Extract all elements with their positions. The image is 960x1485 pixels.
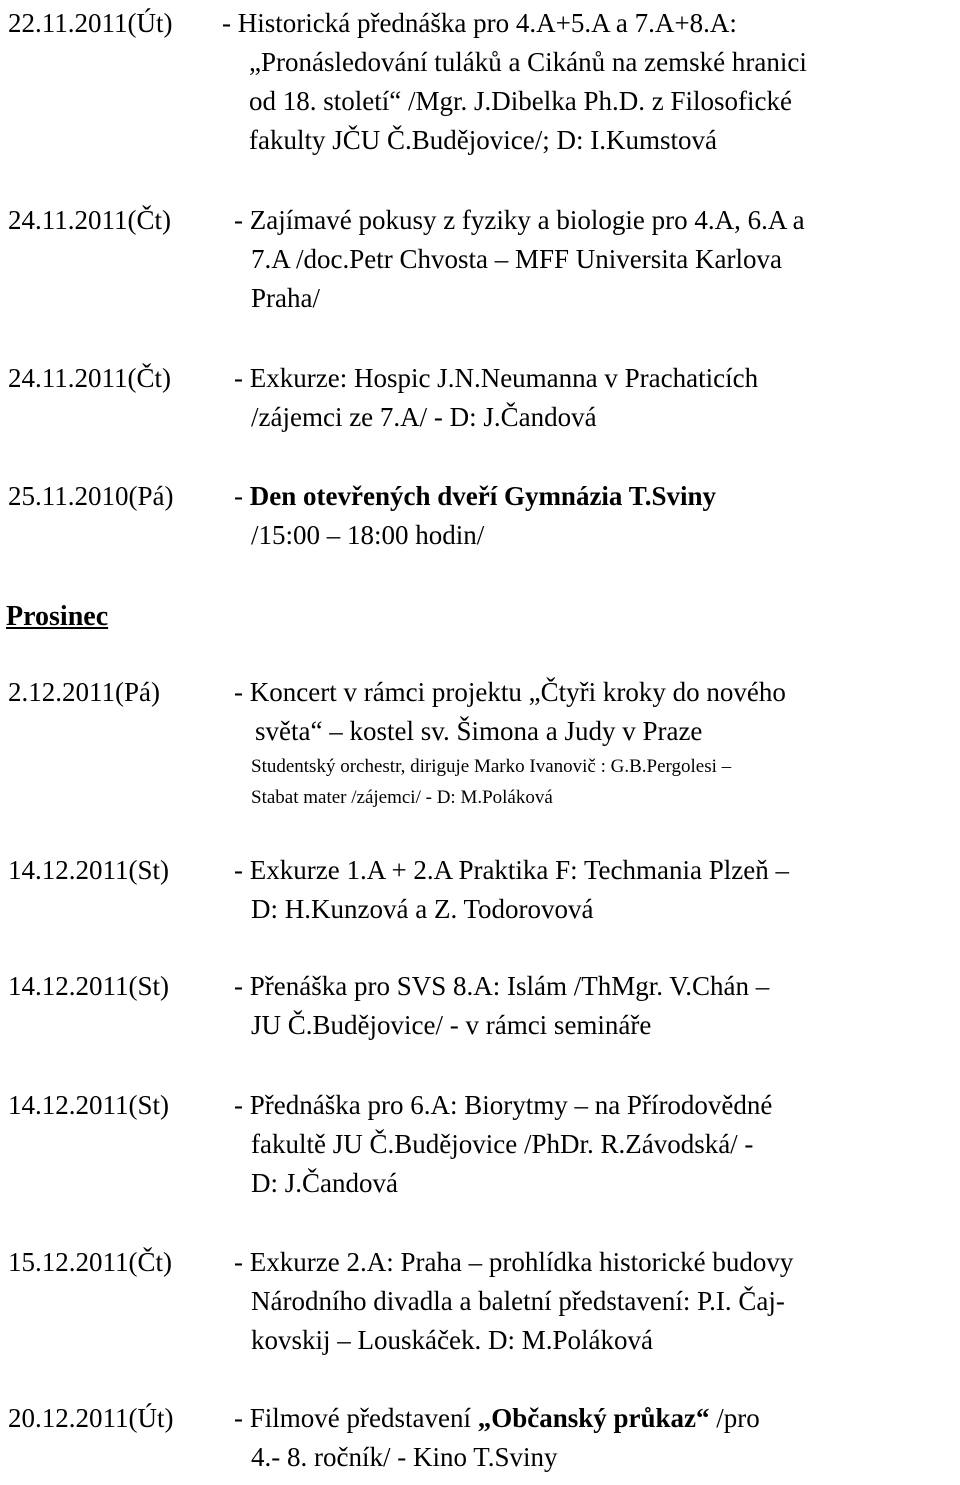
event-date: 15.12.2011(Čt) bbox=[8, 1247, 172, 1277]
event-line: - Exkurze 1.A + 2.A Praktika F: Techmania Plzeň – bbox=[234, 855, 789, 885]
event-date: 14.12.2011(St) bbox=[8, 855, 169, 885]
event-line: /15:00 – 18:00 hodin/ bbox=[251, 520, 485, 550]
event-line: od 18. století“ /Mgr. J.Dibelka Ph.D. z Filosofické bbox=[249, 86, 792, 116]
event-date: 2.12.2011(Pá) bbox=[8, 677, 160, 707]
event-date: 22.11.2011(Út) bbox=[8, 8, 173, 38]
event-description bbox=[234, 673, 786, 813]
event-line: 7.A /doc.Petr Chvosta – MFF Universita Karlova bbox=[251, 244, 782, 274]
event-line: - Exkurze 2.A: Praha – prohlídka historické budovy bbox=[234, 1247, 794, 1277]
event-description bbox=[234, 851, 789, 929]
event-line: „Pronásledování tuláků a Cikánů na zemské hranici bbox=[249, 47, 807, 77]
event-line: světa“ – kostel sv. Šimona a Judy v Praze bbox=[255, 716, 703, 746]
event-date: 24.11.2011(Čt) bbox=[8, 363, 171, 393]
event-title: Den otevřených dveří Gymnázia T.Sviny bbox=[249, 481, 716, 511]
event-line bbox=[234, 1399, 760, 1438]
event-description bbox=[234, 359, 758, 437]
event-date: 14.12.2011(St) bbox=[8, 1090, 169, 1120]
event-title: „Občanský průkaz“ bbox=[477, 1403, 710, 1433]
event-description bbox=[234, 967, 769, 1045]
event-line: - Přednáška pro 6.A: Biorytmy – na Přírodovědné bbox=[234, 1090, 773, 1120]
event-line: 4.- 8. ročník/ - Kino T.Sviny bbox=[251, 1442, 558, 1472]
event-line-prefix: - Filmové představení bbox=[234, 1403, 478, 1433]
event-line: Národního divadla a baletní představení: P.I. Čaj- bbox=[251, 1286, 785, 1316]
event-line-prefix: - bbox=[234, 481, 250, 511]
event-date: 14.12.2011(St) bbox=[8, 971, 169, 1001]
event-line: Studentský orchestr, diriguje Marko Ivanovič : G.B.Pergolesi – bbox=[251, 756, 732, 777]
event-description bbox=[234, 1086, 772, 1203]
event-date: 25.11.2010(Pá) bbox=[8, 481, 174, 511]
event-line: D: H.Kunzová a Z. Todorovová bbox=[251, 894, 594, 924]
event-line: - Přenáška pro SVS 8.A: Islám /ThMgr. V.Chán – bbox=[234, 971, 770, 1001]
event-description bbox=[234, 1243, 793, 1360]
event-line: Stabat mater /zájemci/ - D: M.Poláková bbox=[251, 787, 553, 808]
event-date: 24.11.2011(Čt) bbox=[8, 205, 171, 235]
event-description bbox=[234, 477, 716, 555]
event-line: JU Č.Budějovice/ - v rámci semináře bbox=[251, 1010, 652, 1040]
event-description bbox=[234, 1399, 760, 1477]
event-date: 20.12.2011(Út) bbox=[8, 1403, 174, 1433]
event-line: - Historická přednáška pro 4.A+5.A a 7.A+8.A: bbox=[222, 8, 737, 38]
event-line: - Zajímavé pokusy z fyziky a biologie pro 4.A, 6.A a bbox=[234, 205, 805, 235]
event-line bbox=[234, 477, 716, 516]
event-line: D: J.Čandová bbox=[251, 1168, 398, 1198]
event-description bbox=[234, 201, 805, 318]
event-line: - Koncert v rámci projektu „Čtyři kroky do nového bbox=[234, 677, 786, 707]
event-line: fakulty JČU Č.Budějovice/; D: I.Kumstová bbox=[249, 125, 717, 155]
event-description bbox=[222, 4, 807, 160]
event-line-suffix: /pro bbox=[709, 1403, 760, 1433]
event-line: Praha/ bbox=[251, 283, 320, 313]
event-line: /zájemci ze 7.A/ - D: J.Čandová bbox=[251, 402, 597, 432]
event-line: fakultě JU Č.Budějovice /PhDr. R.Závodská/ - bbox=[251, 1129, 754, 1159]
event-line: kovskij – Louskáček. D: M.Poláková bbox=[251, 1325, 653, 1355]
section-heading: Prosinec bbox=[6, 601, 109, 632]
event-line: - Exkurze: Hospic J.N.Neumanna v Prachaticích bbox=[234, 363, 759, 393]
